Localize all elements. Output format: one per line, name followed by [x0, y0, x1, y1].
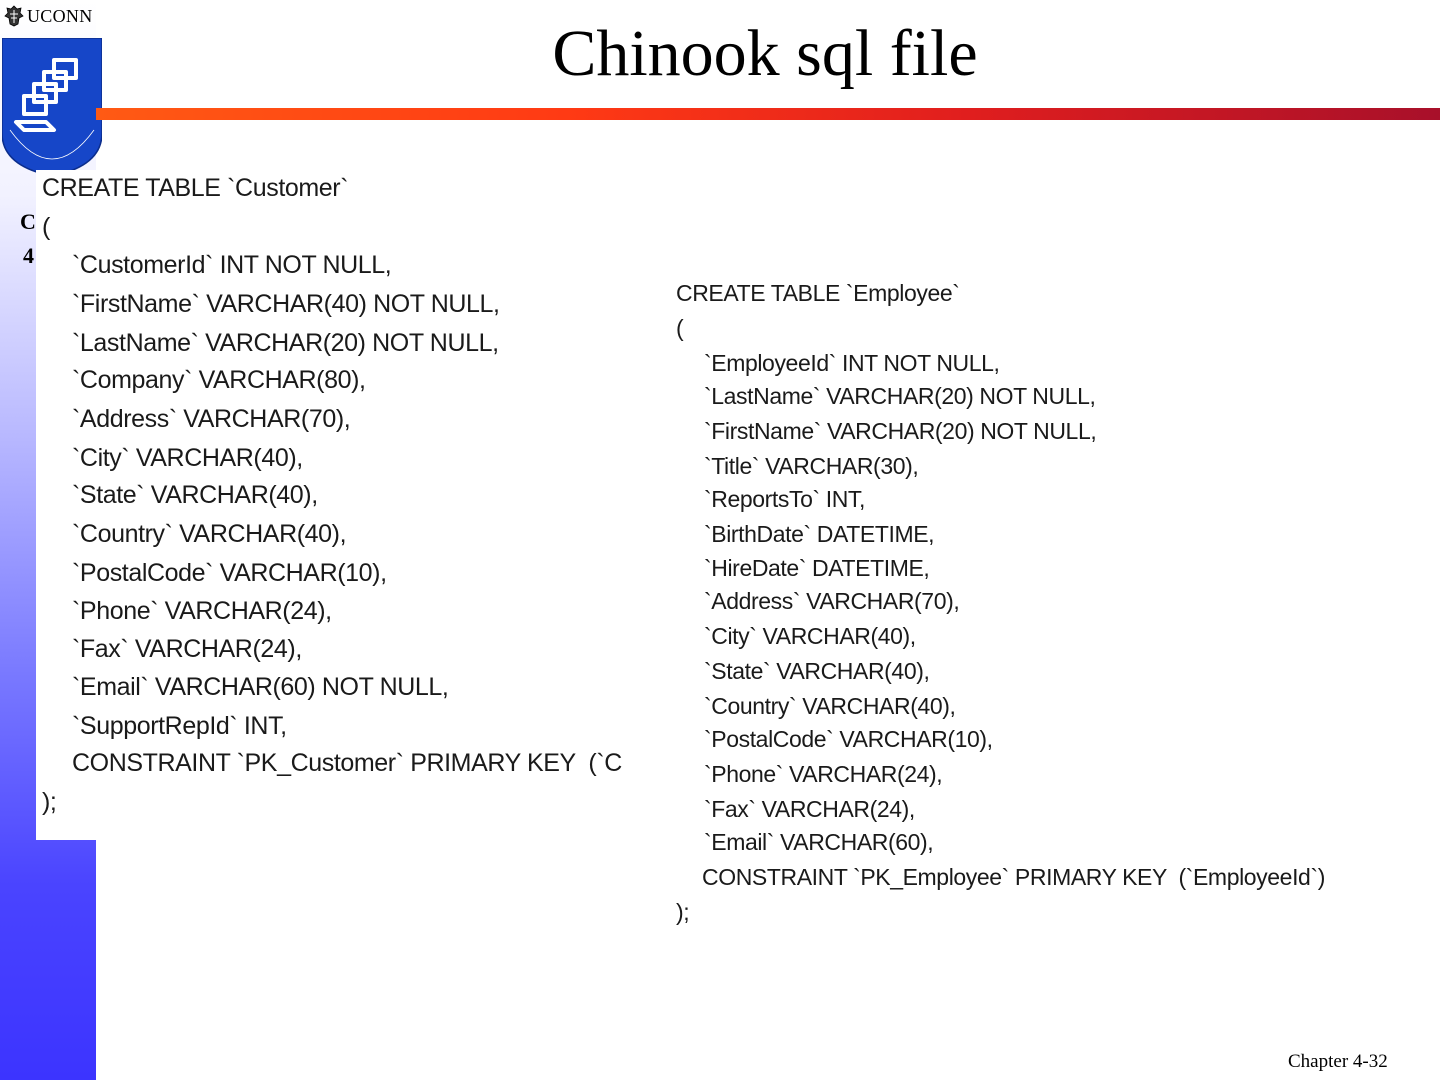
code-line: CREATE TABLE `Customer`: [42, 174, 349, 202]
code-line: `Address` VARCHAR(70),: [72, 405, 351, 433]
code-line: `Email` VARCHAR(60) NOT NULL,: [72, 673, 449, 701]
sidebar-line-2: 4: [23, 243, 34, 268]
slide-title: Chinook sql file: [552, 17, 978, 90]
code-line: `Address` VARCHAR(70),: [704, 588, 960, 614]
code-line: `ReportsTo` INT,: [704, 486, 866, 512]
code-line: `Email` VARCHAR(60),: [704, 829, 934, 855]
code-line: `Company` VARCHAR(80),: [72, 366, 366, 394]
code-line: `FirstName` VARCHAR(40) NOT NULL,: [72, 290, 500, 318]
code-line: );: [676, 899, 690, 925]
code-line: `City` VARCHAR(40),: [704, 623, 916, 649]
code-line: `Fax` VARCHAR(24),: [72, 635, 302, 663]
uconn-wordmark: UCONN: [27, 5, 93, 26]
customer-table-code: [36, 170, 640, 840]
code-line: `PostalCode` VARCHAR(10),: [72, 559, 387, 587]
code-line: CONSTRAINT `PK_Employee` PRIMARY KEY (`EmployeeId`): [702, 864, 1325, 890]
code-line: `Fax` VARCHAR(24),: [704, 796, 915, 822]
code-line: `Phone` VARCHAR(24),: [72, 597, 332, 625]
code-line: (: [42, 213, 50, 241]
page-number: Chapter 4-32: [1288, 1051, 1388, 1072]
code-line: `Country` VARCHAR(40),: [72, 520, 347, 548]
code-line: `State` VARCHAR(40),: [72, 481, 318, 509]
code-line: CONSTRAINT `PK_Customer` PRIMARY KEY (`C: [72, 749, 622, 777]
uconn-brand: [4, 5, 93, 27]
code-line: `EmployeeId` INT NOT NULL,: [704, 350, 1000, 376]
cse-computer-logo-icon: [2, 38, 102, 178]
code-line: `CustomerId` INT NOT NULL,: [72, 251, 392, 279]
code-line: `HireDate` DATETIME,: [704, 555, 930, 581]
code-line: `BirthDate` DATETIME,: [704, 521, 935, 547]
title-rule: [96, 108, 1440, 120]
code-line: `Country` VARCHAR(40),: [704, 693, 956, 719]
code-line: `FirstName` VARCHAR(20) NOT NULL,: [704, 418, 1097, 444]
code-line: `LastName` VARCHAR(20) NOT NULL,: [704, 383, 1096, 409]
code-line: );: [42, 788, 57, 816]
employee-table-code: [672, 278, 1412, 938]
code-line: `LastName` VARCHAR(20) NOT NULL,: [72, 329, 499, 357]
code-line: `City` VARCHAR(40),: [72, 444, 303, 472]
uconn-husky-icon: [4, 5, 24, 27]
code-line: CREATE TABLE `Employee`: [676, 280, 960, 306]
code-line: `SupportRepId` INT,: [72, 712, 287, 740]
code-line: (: [676, 315, 684, 341]
code-line: `Title` VARCHAR(30),: [704, 453, 919, 479]
sidebar-line-1: C: [20, 209, 36, 234]
code-line: `Phone` VARCHAR(24),: [704, 761, 943, 787]
code-line: `State` VARCHAR(40),: [704, 658, 930, 684]
code-line: `PostalCode` VARCHAR(10),: [704, 726, 993, 752]
